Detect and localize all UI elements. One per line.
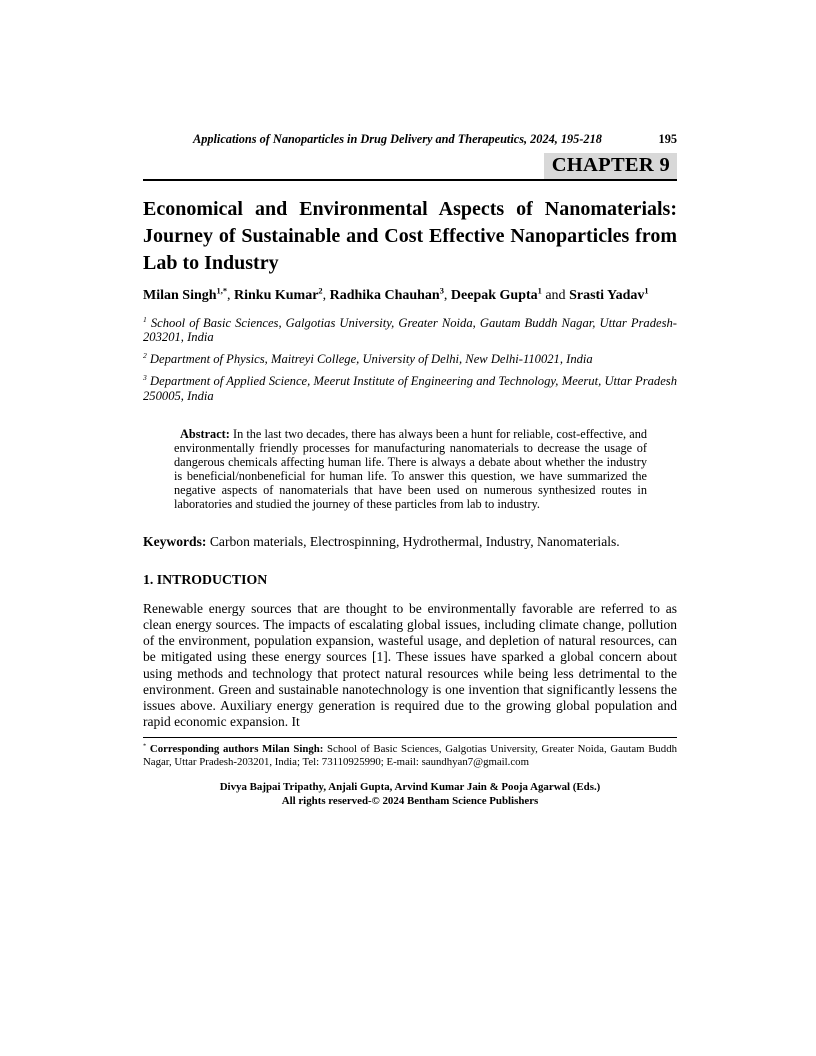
affiliation: $^2$ Department of Physics, Maitreyi College, University of Delhi, New Delhi-110021, India	[143, 351, 593, 367]
affiliation: $^1$ School of Basic Sciences, Galgotias University, Greater Noida, Gautam Buddh Nagar, Uttar Pradesh-203201, India	[143, 314, 677, 345]
author-affiliation-marker: 1,*	[216, 285, 227, 295]
page-title: Economical and Environmental Aspects of Nanomaterials: Journey of Sustainable and Cost Effective Nanoparticles from Lab to Industry	[143, 198, 677, 275]
author-separator: and	[541, 287, 570, 303]
author-affiliation-marker: 2	[318, 285, 323, 295]
footnote-text: School of Basic Sciences, Galgotias University, Greater Noida, Gautam Buddh Nagar, Uttar Pradesh-203201, India; Tel: 73110925990; E-mail: saundhyan7@gmail.com	[143, 742, 677, 768]
affiliation-marker: 3	[143, 372, 147, 382]
footnote-label: Corresponding authors Milan Singh:	[149, 742, 324, 755]
imprint	[143, 781, 677, 808]
page-number: 195	[658, 132, 677, 146]
authors-line	[143, 285, 677, 304]
author-separator: ,	[227, 287, 234, 303]
affiliation-marker: 1	[143, 314, 147, 324]
abstract-label: Abstract:	[180, 426, 230, 441]
author-name: Radhika Chauhan$^3$	[329, 285, 444, 303]
rights-line: All rights reserved-© 2024 Bentham Science Publishers	[281, 794, 539, 807]
author-name: Deepak Gupta$^1$	[450, 285, 542, 303]
author-separator: ,	[443, 287, 451, 303]
author-affiliation-marker: 1	[644, 285, 649, 295]
section-heading: 1. INTRODUCTION	[143, 572, 268, 588]
author-affiliation-marker: 1	[537, 285, 542, 295]
running-head-title: Applications of Nanoparticles in Drug Delivery and Therapeutics, 2024, 195-218	[193, 132, 602, 146]
author-affiliation-marker: 3	[439, 285, 444, 295]
author-separator: ,	[322, 287, 330, 303]
author-name: Milan Singh$^{1,*}$	[143, 285, 227, 303]
corresponding-author-footnote	[143, 737, 677, 768]
abstract-text: In the last two decades, there has always been a hunt for reliable, cost-effective, and environmentally friendly processes for manufacturing nanomaterials to decrease the usage of dangerous chemicals affecting human life. There is always a debate about whether the industry is beneficial/nonbeneficial for human life. To answer this question, we have summarized the negative aspects of nanomaterials that have been used on numerous synthesized routes in laboratories and studied the journey of these particles from lab to industry.	[174, 426, 647, 512]
page-content	[143, 0, 677, 1056]
keywords-text: Carbon materials, Electrospinning, Hydrothermal, Industry, Nanomaterials.	[209, 534, 620, 550]
affiliations	[143, 316, 677, 404]
abstract	[174, 427, 647, 512]
affiliation: $^3$ Department of Applied Science, Meerut Institute of Engineering and Technology, Meerut, Uttar Pradesh 250005, India	[143, 372, 677, 403]
keywords-label: Keywords:	[143, 534, 207, 550]
affiliation-marker: 2	[143, 351, 147, 361]
chapter-label: CHAPTER 9	[544, 153, 677, 179]
footnote-marker: *	[143, 742, 147, 750]
editors-line: Divya Bajpai Tripathy, Anjali Gupta, Arvind Kumar Jain & Pooja Agarwal (Eds.)	[219, 781, 601, 794]
author-name: Srasti Yadav$^1$	[569, 285, 649, 303]
running-head	[143, 133, 677, 146]
keywords	[143, 534, 677, 550]
body-paragraph: Renewable energy sources that are thought to be environmentally favorable are referred to as clean energy sources. The impacts of escalating global issues, including climate change, pollution of the environment, population expansion, wasteful usage, and depletion of natural resources, can be mitigated using these energy sources [1]. These issues have sparked a global concern about using methods and technology that protect natural resources while being less detrimental to the environment. Green and sustainable nanotechnology is one invention that significantly lessens the issues above. Auxiliary energy generation is required due to the growing global population and rapid economic expansion. It	[143, 601, 677, 729]
author-name: Rinku Kumar$^2$	[234, 285, 323, 303]
chapter-band	[143, 153, 677, 181]
